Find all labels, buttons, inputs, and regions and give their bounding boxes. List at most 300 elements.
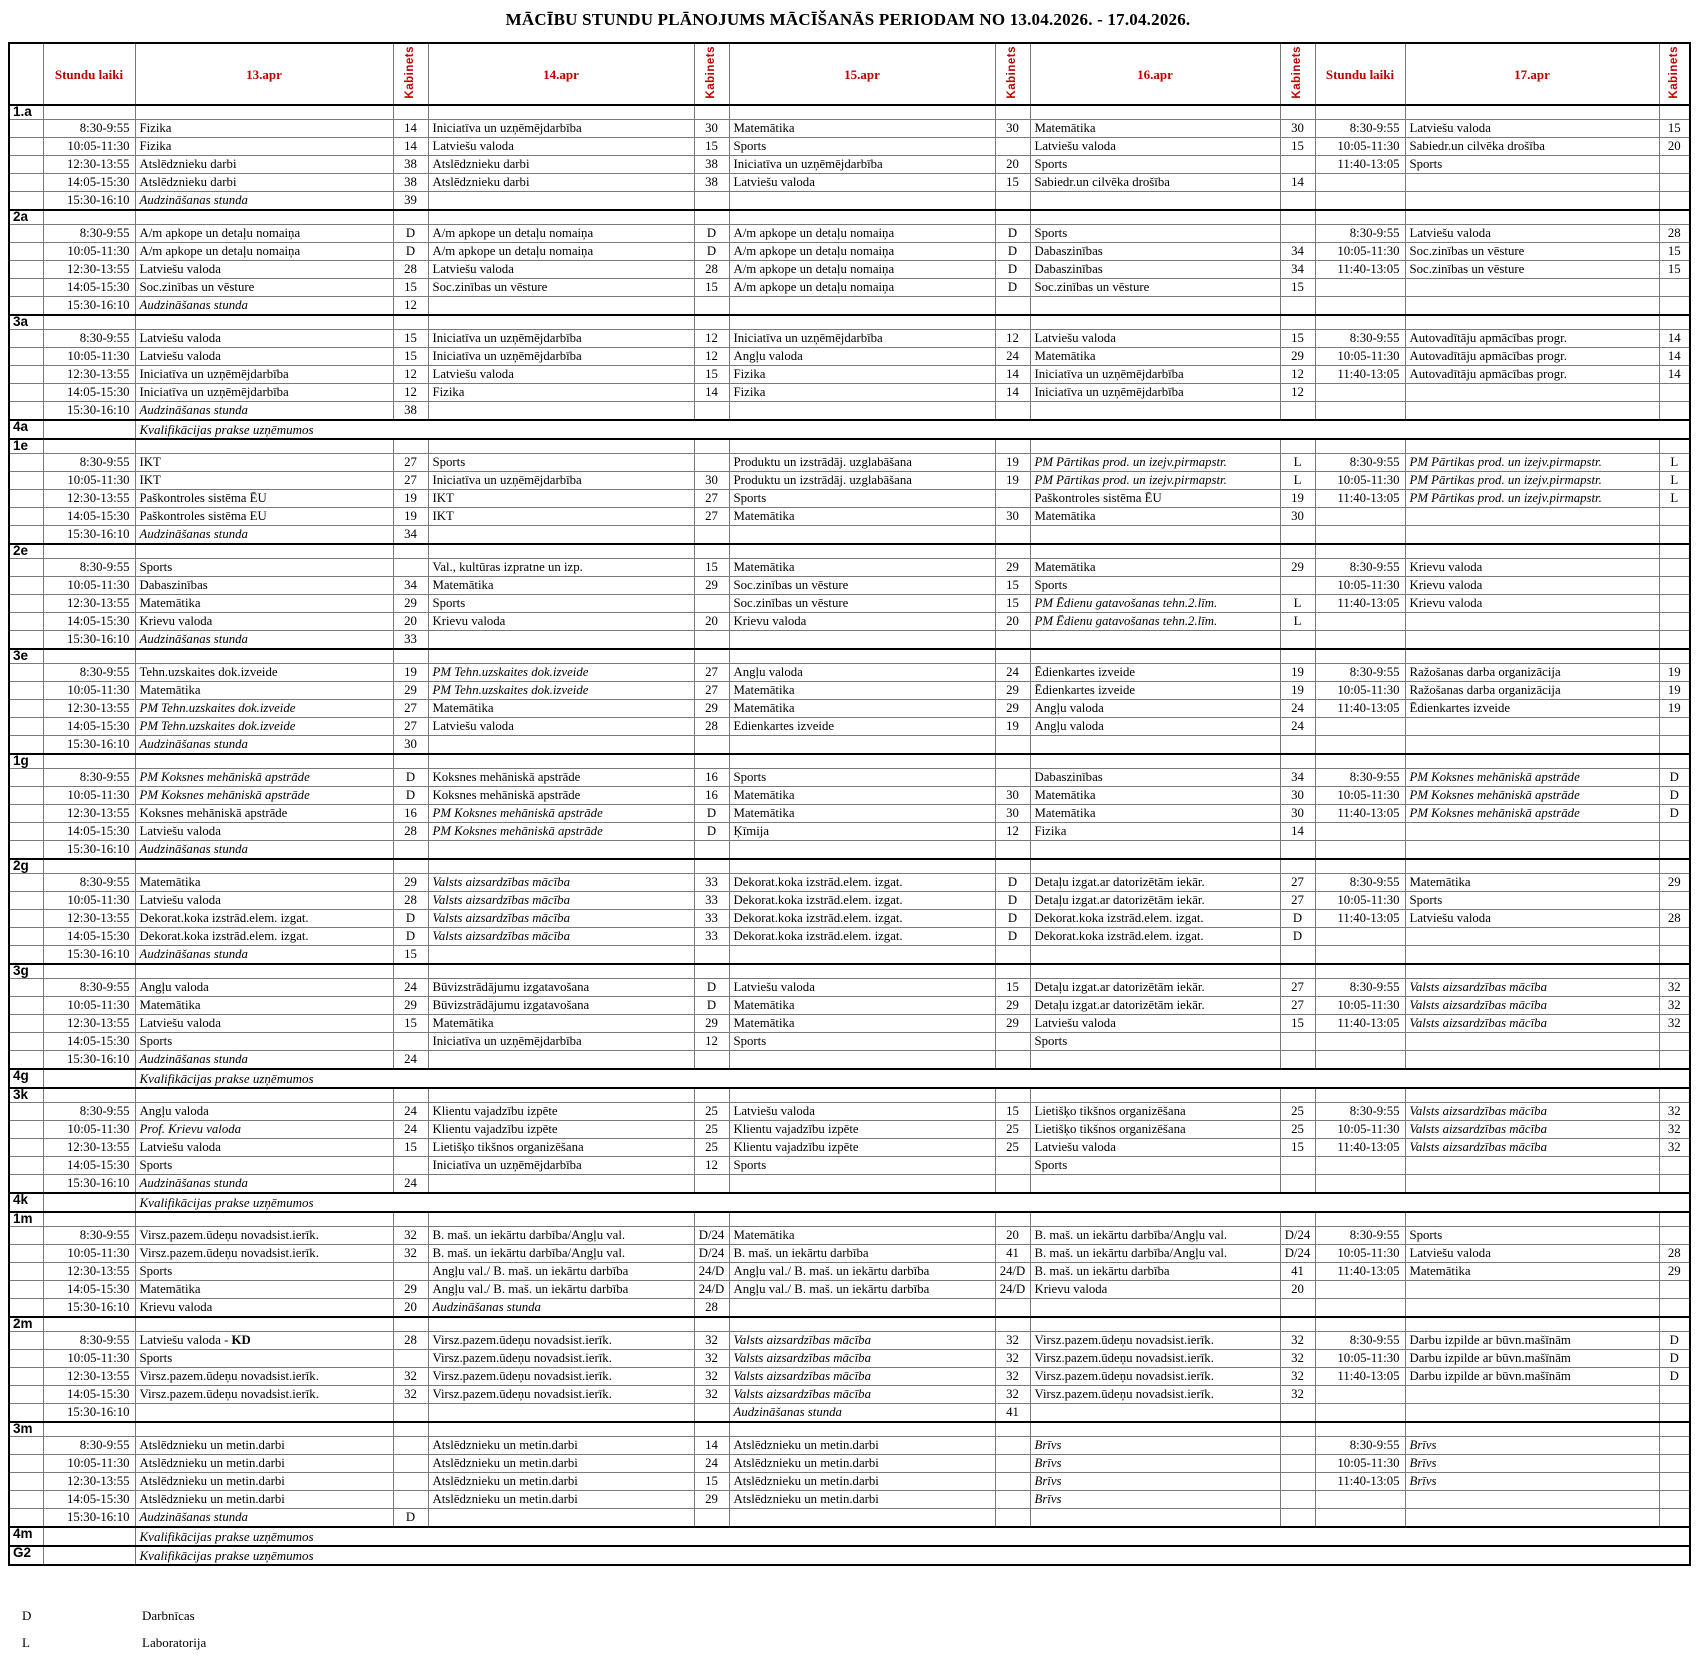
- empty-cell: [1659, 544, 1690, 559]
- group-spacer: [9, 631, 43, 650]
- time-cell: 8:30-9:55: [43, 1227, 135, 1245]
- kabinets-cell: 19: [1280, 682, 1315, 700]
- subject-cell: Dabaszinības: [1030, 261, 1280, 279]
- subject-cell: Latviešu valoda: [135, 348, 393, 366]
- friday-time-cell: [1315, 1386, 1405, 1404]
- kabinets-cell: 24: [1280, 718, 1315, 736]
- schedule-page: [0, 10, 1696, 1666]
- time-cell: 12:30-13:55: [43, 1263, 135, 1281]
- time-cell: 12:30-13:55: [43, 1015, 135, 1033]
- kabinets-cell: 24/D: [694, 1263, 729, 1281]
- friday-time-cell: [1315, 174, 1405, 192]
- subject-cell: B. maš. un iekārtu darbība: [729, 1245, 995, 1263]
- time-row: [9, 297, 1690, 316]
- time-cell: 10:05-11:30: [43, 138, 135, 156]
- practice-text: Kvalifikācijas prakse uzņēmumos: [135, 1069, 1690, 1088]
- kabinets-cell: [1659, 823, 1690, 841]
- kabinets-cell: [995, 1437, 1030, 1455]
- subject-cell: Matemātika: [729, 682, 995, 700]
- empty-cell: [995, 105, 1030, 120]
- group-spacer: [9, 174, 43, 192]
- legend-item: [14, 1635, 1696, 1651]
- time-cell: 14:05-15:30: [43, 279, 135, 297]
- kabinets-cell: D: [694, 225, 729, 243]
- kabinets-cell: 24: [995, 664, 1030, 682]
- subject-cell: Autovadītāju apmācības progr.: [1405, 348, 1659, 366]
- kabinets-cell: 24: [694, 1455, 729, 1473]
- time-cell: [43, 420, 135, 439]
- group-label: 2a: [9, 210, 43, 225]
- kabinets-cell: [1659, 1509, 1690, 1528]
- group-label: 3e: [9, 649, 43, 664]
- empty-cell: [1659, 1212, 1690, 1227]
- subject-cell: Virsz.pazem.ūdeņu novadsist.ierīk.: [135, 1368, 393, 1386]
- group-spacer: [9, 841, 43, 860]
- subject-cell: Matemātika: [135, 997, 393, 1015]
- group-spacer: [9, 928, 43, 946]
- kabinets-cell: L: [1659, 490, 1690, 508]
- subject-cell: Latviešu valoda: [1405, 120, 1659, 138]
- time-row: [9, 823, 1690, 841]
- time-row: [9, 1121, 1690, 1139]
- subject-cell: Atslēdznieku darbi: [135, 156, 393, 174]
- subject-cell: [1030, 297, 1280, 316]
- subject-cell: Fizika: [729, 384, 995, 402]
- kabinets-cell: 29: [393, 997, 428, 1015]
- empty-cell: [43, 439, 135, 454]
- subject-cell: [135, 1332, 393, 1350]
- corner-cell: [9, 43, 43, 105]
- friday-time-cell: 11:40-13:05: [1315, 1368, 1405, 1386]
- subject-cell: Matemātika: [729, 120, 995, 138]
- kabinets-cell: D: [1280, 928, 1315, 946]
- empty-cell: [43, 210, 135, 225]
- kabinets-cell: D: [995, 261, 1030, 279]
- group-label-row-3m: [9, 1422, 1690, 1437]
- subject-cell: Audzināšanas stunda: [135, 402, 393, 421]
- empty-cell: [135, 210, 393, 225]
- kabinets-cell: 29: [694, 1491, 729, 1509]
- subject-cell: [1030, 946, 1280, 965]
- time-cell: 14:05-15:30: [43, 613, 135, 631]
- kabinets-cell: 19: [393, 664, 428, 682]
- kabinets-cell: 41: [995, 1245, 1030, 1263]
- subject-cell: IKT: [428, 490, 694, 508]
- friday-time-cell: [1315, 1281, 1405, 1299]
- subject-cell: Atslēdznieku un metin.darbi: [729, 1491, 995, 1509]
- kabinets-cell: D/24: [694, 1227, 729, 1245]
- kabinets-cell: [1659, 156, 1690, 174]
- subject-cell: [1405, 508, 1659, 526]
- subject-cell: Angļu valoda: [1030, 700, 1280, 718]
- empty-cell: [694, 439, 729, 454]
- subject-cell: Virsz.pazem.ūdeņu novadsist.ierīk.: [1030, 1368, 1280, 1386]
- header-kabinets-1: [694, 43, 729, 105]
- kabinets-cell: 15: [1280, 1139, 1315, 1157]
- subject-cell: Krievu valoda: [1405, 577, 1659, 595]
- subject-cell: Valsts aizsardzības mācība: [1405, 979, 1659, 997]
- empty-cell: [1030, 439, 1280, 454]
- subject-cell: Iniciatīva un uzņēmējdarbība: [428, 1033, 694, 1051]
- friday-time-cell: 8:30-9:55: [1315, 1437, 1405, 1455]
- subject-cell: Dabaszinības: [1030, 769, 1280, 787]
- group-spacer: [9, 261, 43, 279]
- kabinets-cell: [1280, 1175, 1315, 1194]
- empty-cell: [1659, 964, 1690, 979]
- empty-cell: [694, 105, 729, 120]
- kabinets-cell: 29: [694, 577, 729, 595]
- empty-cell: [1659, 754, 1690, 769]
- kabinets-cell: 25: [694, 1121, 729, 1139]
- subject-cell: Latviešu valoda: [135, 892, 393, 910]
- subject-cell: A/m apkope un detaļu nomaiņa: [729, 261, 995, 279]
- subject-cell: Atslēdznieku darbi: [428, 174, 694, 192]
- empty-cell: [995, 1088, 1030, 1103]
- empty-cell: [729, 544, 995, 559]
- subject-cell: Fizika: [135, 120, 393, 138]
- kabinets-cell: [694, 736, 729, 755]
- kabinets-cell: [1659, 508, 1690, 526]
- empty-cell: [1030, 1422, 1280, 1437]
- time-row: [9, 225, 1690, 243]
- kabinets-cell: [1659, 174, 1690, 192]
- time-cell: 15:30-16:10: [43, 402, 135, 421]
- kabinets-cell: [1280, 526, 1315, 545]
- subject-cell: Brīvs: [1030, 1491, 1280, 1509]
- time-row: [9, 1033, 1690, 1051]
- kabinets-cell: D: [694, 823, 729, 841]
- empty-cell: [1315, 754, 1405, 769]
- subject-cell: [1030, 1051, 1280, 1070]
- friday-time-cell: 10:05-11:30: [1315, 1245, 1405, 1263]
- friday-time-cell: [1315, 928, 1405, 946]
- kabinets-cell: 12: [393, 297, 428, 316]
- subject-cell: Matemātika: [135, 874, 393, 892]
- subject-cell: Matemātika: [729, 787, 995, 805]
- subject-cell: Brīvs: [1405, 1437, 1659, 1455]
- subject-cell: PM Koksnes mehāniskā apstrāde: [428, 805, 694, 823]
- kabinets-cell: 14: [694, 1437, 729, 1455]
- kabinets-cell: 12: [995, 823, 1030, 841]
- subject-cell: [729, 1299, 995, 1318]
- empty-cell: [694, 315, 729, 330]
- subject-cell: Virsz.pazem.ūdeņu novadsist.ierīk.: [135, 1386, 393, 1404]
- time-cell: 15:30-16:10: [43, 1051, 135, 1070]
- time-cell: 10:05-11:30: [43, 787, 135, 805]
- kabinets-cell: 27: [694, 490, 729, 508]
- subject-cell: Audzināšanas stunda: [135, 946, 393, 965]
- kabinets-cell: D: [393, 928, 428, 946]
- empty-cell: [1280, 544, 1315, 559]
- empty-cell: [1405, 964, 1659, 979]
- friday-time-cell: [1315, 1051, 1405, 1070]
- kabinets-cell: 30: [995, 120, 1030, 138]
- header-time-label: Stundu laiki: [43, 43, 135, 105]
- subject-cell: Sports: [729, 490, 995, 508]
- kabinets-cell: 19: [995, 472, 1030, 490]
- empty-cell: [1315, 1422, 1405, 1437]
- empty-cell: [428, 210, 694, 225]
- kabinets-cell: 33: [694, 928, 729, 946]
- subject-cell: Soc.zinības un vēsture: [1030, 279, 1280, 297]
- group-label-row-1g: [9, 754, 1690, 769]
- friday-time-cell: [1315, 297, 1405, 316]
- legend-item: [14, 1608, 1696, 1624]
- time-row: [9, 1175, 1690, 1194]
- group-spacer: [9, 718, 43, 736]
- empty-cell: [1280, 859, 1315, 874]
- time-cell: 15:30-16:10: [43, 1299, 135, 1318]
- empty-cell: [694, 544, 729, 559]
- kabinets-cell: 30: [1280, 508, 1315, 526]
- empty-cell: [43, 315, 135, 330]
- kabinets-cell: 28: [1659, 225, 1690, 243]
- kabinets-cell: 28: [393, 261, 428, 279]
- time-cell: 15:30-16:10: [43, 297, 135, 316]
- kabinets-cell: 29: [393, 1281, 428, 1299]
- subject-cell: Latviešu valoda: [135, 1015, 393, 1033]
- subject-cell: [1030, 192, 1280, 211]
- kabinets-cell: 15: [995, 979, 1030, 997]
- group-label-row-2e: [9, 544, 1690, 559]
- time-row: [9, 892, 1690, 910]
- group-label-row-3k: [9, 1088, 1690, 1103]
- kabinets-cell: 32: [694, 1368, 729, 1386]
- kabinets-cell: 32: [1280, 1350, 1315, 1368]
- friday-time-cell: [1315, 1509, 1405, 1528]
- subject-cell: Atslēdznieku darbi: [428, 156, 694, 174]
- subject-cell: Audzināšanas stunda: [135, 1509, 393, 1528]
- subject-cell: [1405, 1175, 1659, 1194]
- kabinets-cell: 15: [1280, 138, 1315, 156]
- subject-cell: Atslēdznieku un metin.darbi: [135, 1491, 393, 1509]
- subject-cell: Valsts aizsardzības mācība: [428, 892, 694, 910]
- kabinets-cell: 14: [393, 120, 428, 138]
- time-row: [9, 613, 1690, 631]
- kabinets-cell: D: [393, 225, 428, 243]
- kabinets-cell: 32: [393, 1227, 428, 1245]
- kabinets-cell: 32: [1659, 1015, 1690, 1033]
- empty-cell: [729, 964, 995, 979]
- group-spacer: [9, 1299, 43, 1318]
- empty-cell: [1659, 1422, 1690, 1437]
- time-row: [9, 1227, 1690, 1245]
- time-cell: 15:30-16:10: [43, 631, 135, 650]
- legend-code: L: [22, 1635, 30, 1650]
- subject-cell: [729, 736, 995, 755]
- subject-cell: Iniciatīva un uzņēmējdarbība: [428, 1157, 694, 1175]
- friday-time-cell: [1315, 384, 1405, 402]
- subject-cell: Paškontroles sistēma ĒU: [135, 490, 393, 508]
- empty-cell: [729, 315, 995, 330]
- subject-cell: Latviešu valoda: [135, 823, 393, 841]
- subject-cell: Matemātika: [1030, 805, 1280, 823]
- kabinets-cell: 29: [995, 559, 1030, 577]
- time-row: [9, 1051, 1690, 1070]
- subject-cell: [428, 1509, 694, 1528]
- kabinets-cell: 15: [393, 1015, 428, 1033]
- kabinets-cell: L: [1280, 454, 1315, 472]
- subject-cell: Darbu izpilde ar būvn.mašīnām: [1405, 1368, 1659, 1386]
- friday-time-cell: 11:40-13:05: [1315, 1473, 1405, 1491]
- group-spacer: [9, 1175, 43, 1194]
- kabinets-cell: 14: [1659, 348, 1690, 366]
- kabinets-cell: 24: [995, 348, 1030, 366]
- time-row: [9, 279, 1690, 297]
- kabinets-cell: D: [1659, 1368, 1690, 1386]
- time-cell: 15:30-16:10: [43, 526, 135, 545]
- subject-cell: Soc.zinības un vēsture: [1405, 243, 1659, 261]
- friday-time-cell: 10:05-11:30: [1315, 1121, 1405, 1139]
- kabinets-cell: 15: [995, 174, 1030, 192]
- kabinets-cell: D: [694, 243, 729, 261]
- kabinets-cell: [995, 1299, 1030, 1318]
- kabinets-cell: 12: [694, 330, 729, 348]
- empty-cell: [135, 105, 393, 120]
- subject-cell: Dekorat.koka izstrād.elem. izgat.: [135, 928, 393, 946]
- subject-cell: Latviešu valoda: [135, 1139, 393, 1157]
- kabinets-cell: [1659, 1473, 1690, 1491]
- friday-time-cell: 10:05-11:30: [1315, 472, 1405, 490]
- group-spacer: [9, 1033, 43, 1051]
- subject-cell: Audzināšanas stunda: [135, 841, 393, 860]
- empty-cell: [428, 1317, 694, 1332]
- subject-cell: PM Pārtikas prod. un izejv.pirmapstr.: [1405, 454, 1659, 472]
- group-spacer: [9, 279, 43, 297]
- kabinets-vertical-label: Kabinets: [1006, 45, 1018, 99]
- empty-cell: [1315, 649, 1405, 664]
- legend-label: Darbnīcas: [142, 1608, 195, 1623]
- kabinets-cell: [1280, 1491, 1315, 1509]
- subject-cell: [1405, 402, 1659, 421]
- subject-cell: Matemātika: [729, 700, 995, 718]
- empty-cell: [1030, 1212, 1280, 1227]
- group-spacer: [9, 1491, 43, 1509]
- time-row: [9, 472, 1690, 490]
- subject-cell: Virsz.pazem.ūdeņu novadsist.ierīk.: [1030, 1386, 1280, 1404]
- subject-cell: Darbu izpilde ar būvn.mašīnām: [1405, 1350, 1659, 1368]
- kabinets-cell: 20: [393, 613, 428, 631]
- kabinets-cell: [1280, 1157, 1315, 1175]
- subject-cell: [1405, 1033, 1659, 1051]
- empty-cell: [1315, 1317, 1405, 1332]
- time-cell: 10:05-11:30: [43, 472, 135, 490]
- empty-cell: [393, 1212, 428, 1227]
- kabinets-cell: 20: [1280, 1281, 1315, 1299]
- time-row: [9, 682, 1690, 700]
- kabinets-cell: D/24: [1280, 1245, 1315, 1263]
- time-cell: 10:05-11:30: [43, 997, 135, 1015]
- kabinets-cell: 19: [1280, 490, 1315, 508]
- subject-cell: Sports: [729, 138, 995, 156]
- empty-cell: [1315, 544, 1405, 559]
- kabinets-cell: 33: [694, 874, 729, 892]
- time-row: [9, 366, 1690, 384]
- kabinets-cell: 29: [995, 700, 1030, 718]
- friday-time-cell: [1315, 946, 1405, 965]
- time-cell: 8:30-9:55: [43, 1437, 135, 1455]
- subject-cell: Klientu vajadzību izpēte: [428, 1103, 694, 1121]
- subject-cell: Sports: [1030, 577, 1280, 595]
- kabinets-cell: [694, 631, 729, 650]
- subject-cell: Sports: [135, 1157, 393, 1175]
- empty-cell: [729, 1212, 995, 1227]
- group-spacer: [9, 384, 43, 402]
- kabinets-cell: 32: [1280, 1332, 1315, 1350]
- kabinets-cell: 12: [694, 348, 729, 366]
- kabinets-cell: 19: [1659, 682, 1690, 700]
- kabinets-cell: 32: [1659, 1139, 1690, 1157]
- subject-cell: Audzināšanas stunda: [135, 526, 393, 545]
- time-cell: 12:30-13:55: [43, 1473, 135, 1491]
- kabinets-cell: 27: [694, 508, 729, 526]
- time-cell: 8:30-9:55: [43, 664, 135, 682]
- time-row: [9, 577, 1690, 595]
- kabinets-cell: 32: [995, 1332, 1030, 1350]
- friday-time-cell: 10:05-11:30: [1315, 682, 1405, 700]
- empty-cell: [1315, 439, 1405, 454]
- empty-cell: [135, 439, 393, 454]
- kabinets-cell: [694, 946, 729, 965]
- kabinets-cell: [995, 1051, 1030, 1070]
- time-cell: 14:05-15:30: [43, 1033, 135, 1051]
- friday-time-cell: [1315, 1491, 1405, 1509]
- kabinets-cell: [1280, 1404, 1315, 1423]
- kabinets-cell: [1659, 1299, 1690, 1318]
- kabinets-cell: 24/D: [995, 1263, 1030, 1281]
- subject-cell: Valsts aizsardzības mācība: [729, 1332, 995, 1350]
- time-row: [9, 1332, 1690, 1350]
- group-spacer: [9, 1121, 43, 1139]
- group-spacer: [9, 138, 43, 156]
- kabinets-cell: [694, 192, 729, 211]
- kabinets-cell: 34: [1280, 769, 1315, 787]
- group-spacer: [9, 1332, 43, 1350]
- kabinets-cell: [1659, 297, 1690, 316]
- kabinets-cell: [1280, 577, 1315, 595]
- time-cell: 8:30-9:55: [43, 769, 135, 787]
- group-spacer: [9, 595, 43, 613]
- kabinets-cell: [1659, 736, 1690, 755]
- kabinets-cell: [995, 1157, 1030, 1175]
- group-spacer: [9, 454, 43, 472]
- kabinets-cell: [393, 1404, 428, 1423]
- kabinets-cell: D: [1659, 1332, 1690, 1350]
- kabinets-cell: 30: [995, 787, 1030, 805]
- kabinets-cell: L: [1280, 595, 1315, 613]
- kabinets-cell: [694, 595, 729, 613]
- time-row: [9, 1245, 1690, 1263]
- subject-cell: Darbu izpilde ar būvn.mašīnām: [1405, 1332, 1659, 1350]
- subject-cell: [1405, 1509, 1659, 1528]
- time-row: [9, 402, 1690, 421]
- schedule-table: [8, 42, 1691, 1566]
- subject-cell: Matemātika: [135, 595, 393, 613]
- subject-cell: [428, 192, 694, 211]
- kabinets-cell: D: [393, 1509, 428, 1528]
- kabinets-cell: [393, 841, 428, 860]
- time-cell: 12:30-13:55: [43, 1139, 135, 1157]
- kabinets-cell: [694, 402, 729, 421]
- subject-cell: Valsts aizsardzības mācība: [428, 928, 694, 946]
- kabinets-cell: [1280, 402, 1315, 421]
- empty-cell: [393, 1317, 428, 1332]
- group-spacer: [9, 1051, 43, 1070]
- kabinets-cell: 19: [995, 454, 1030, 472]
- friday-time-cell: 11:40-13:05: [1315, 805, 1405, 823]
- kabinets-cell: 15: [1280, 279, 1315, 297]
- subject-cell: A/m apkope un detaļu nomaiņa: [729, 279, 995, 297]
